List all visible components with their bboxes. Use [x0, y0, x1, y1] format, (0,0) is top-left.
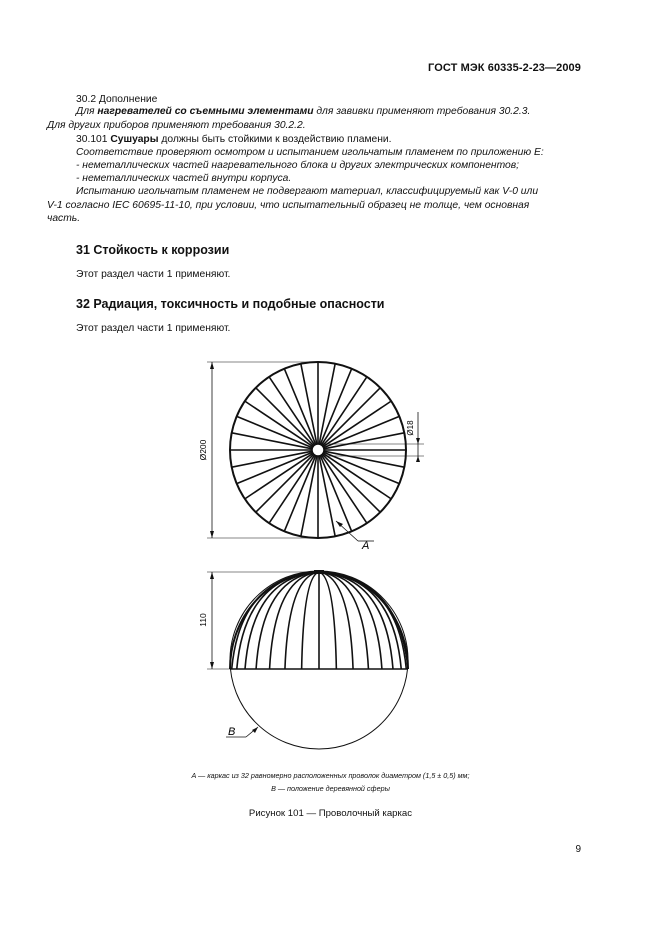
clause-30-2-text-line2: Для других приборов применяют требования 30.2.2. [47, 120, 306, 131]
wire-spoke [301, 364, 317, 444]
list-item: - неметаллических частей внутри корпуса. [76, 173, 292, 184]
wire-meridian [245, 572, 319, 669]
legend-a: A — каркас из 32 равномерно расположенных проволок диаметром (1,5 ± 0,5) мм; [191, 771, 470, 780]
label-a: A [362, 540, 370, 552]
wire-meridian [319, 572, 393, 669]
legend-b: B — положение деревянной сферы [271, 784, 390, 793]
text-bold: Сушуары [110, 134, 159, 145]
wire-spoke [324, 433, 404, 449]
wire-meridian [319, 572, 336, 669]
dim-diameter-label: Ø200 [198, 439, 208, 461]
dim-hole-label: Ø18 [406, 420, 415, 436]
list-item: - неметаллических частей нагревательного блока и других электрических компонентов; [76, 160, 520, 171]
arrow-head [252, 727, 258, 733]
section-32-heading: 32 Радиация, токсичность и подобные опасности [76, 297, 385, 311]
text-fragment: должны быть стойкими к воздействию пламени. [158, 134, 392, 145]
section-32-text: Этот раздел части 1 применяют. [76, 323, 231, 334]
wire-meridian [319, 572, 368, 669]
arrow-head [210, 362, 214, 369]
compliance-text: Соответствие проверяют осмотром и испытанием игольчатым пламенем по приложению Е: [76, 147, 544, 158]
exemption-text-line3: часть. [47, 213, 81, 224]
text-fragment: для завивки применяют требования 30.2.3. [313, 106, 531, 117]
text-fragment: Для [76, 106, 98, 117]
arrow-head [210, 572, 214, 579]
wire-spoke [319, 456, 335, 536]
section-31-text: Этот раздел части 1 применяют. [76, 269, 231, 280]
exemption-text-line1: Испытанию игольчатым пламенем не подвергают материал, классифицируемый как V-0 или [76, 186, 539, 197]
wire-spoke [232, 433, 312, 449]
section-31-heading: 31 Стойкость к коррозии [76, 243, 230, 257]
wire-spoke [324, 451, 404, 467]
arrow-head [210, 662, 214, 669]
top-view [198, 362, 424, 552]
wire-spoke [232, 451, 312, 467]
center-hole [312, 444, 324, 456]
arrow-head [416, 456, 420, 462]
wire-meridian [302, 572, 319, 669]
figure-title: Рисунок 101 — Проволочный каркас [248, 808, 413, 819]
wire-meridian [270, 572, 319, 669]
arrow-head [416, 438, 420, 444]
arrow-head [210, 531, 214, 538]
exemption-text-line2: V-1 согласно IEC 60695-11-10, при условии, что испытательный образец не толще, чем основная [47, 200, 530, 211]
document-code: ГОСТ МЭК 60335-2-23—2009 [428, 62, 581, 74]
dim-height-label: 110 [198, 613, 208, 627]
wire-spoke [301, 456, 317, 536]
side-view [198, 570, 408, 749]
clause-number: 30.101 [76, 134, 111, 145]
clause-30-2: 30.2 Дополнение [76, 94, 158, 105]
page-number: 9 [575, 844, 581, 855]
text-bold: нагревателей со съемными элементами [97, 106, 314, 117]
label-b: B [228, 726, 236, 738]
wire-spoke [319, 364, 335, 444]
meridians [232, 572, 408, 669]
